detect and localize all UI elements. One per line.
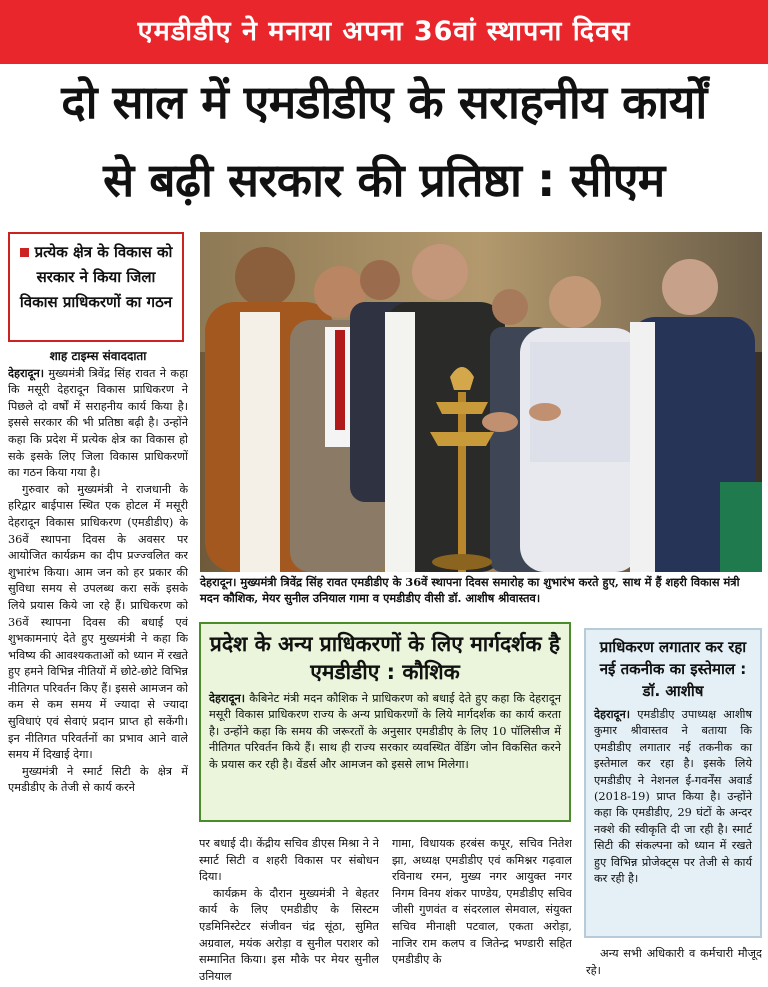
dateline: देहरादून। (209, 691, 246, 705)
byline: शाह टाइम्स संवाददाता (49, 349, 147, 363)
paragraph: पर बधाई दी। केंद्रीय सचिव डीएस मिश्रा ने ने स्मार्ट सिटी व शहरी विकास पर संबोधन दिया। (199, 837, 379, 884)
right-box-body-text: एमडीडीए उपाध्यक्ष आशीष कुमार श्रीवास्तव ने बताया कि एमडीडीए लगातार नई तकनीक का इस्तेमाल कर रहा है। इसके लिये एमडीडीए ने नेशनल ई-गवर्नेंस अवार्ड (2018-19) प्राप्त किया है। उन्होंने कहा कि एमडीडीए, 29 घंटों के अन्दर नक्शे की स्वीकृति दी जा रही है। स्मार्ट सिटी की संकल्पना को ध्यान में रखते हुए विभिन्न प्रोजेक्ट्स पर तेजी से कार्य कर रही है। (594, 708, 752, 886)
paragraph (8, 365, 188, 482)
paragraph: मुख्यमंत्री ने स्मार्ट सिटी के क्षेत्र में एमडीडीए के तेजी से कार्य करने (8, 764, 188, 795)
kaushik-box (199, 622, 571, 822)
article-column-1 (8, 348, 188, 984)
paragraph-text: मुख्यमंत्री त्रिवेंद्र सिंह रावत ने कहा कि मसूरी देहरादून विकास प्राधिकरण ने पिछले दो वर्षों में सराहनीय कार्य किया है। इससे सरकार की भी प्रतिष्ठा बढ़ी है। उन्होंने कहा कि प्रदेश में प्रत्येक क्षेत्र का विकास हो सके इसके लिए जिला विकास प्राधिकरणों का गठन किया गया है। (8, 366, 188, 480)
kaushik-box-title: प्रदेश के अन्य प्राधिकरणों के लिए मार्गदर्शक है एमडीडीए : कौशिक (209, 632, 561, 684)
photo-caption: देहरादून। मुख्यमंत्री त्रिवेंद्र सिंह रावत एमडीडीए के 36वें स्थापना दिवस समारोह का शुभारंभ करते हुए, साथ में हैं शहरी विकास मंत्री मदन कौशिक, मेयर सुनील उनियाल गामा व एमडीडीए वीसी डॉ. आशीष श्रीवास्तव। (200, 575, 740, 605)
article-column-4-tail (586, 946, 762, 984)
article-column-2 (199, 836, 379, 984)
right-box-body (594, 706, 752, 887)
bullet-square-icon (20, 248, 29, 257)
right-box-title: प्राधिकरण लगातार कर रहा नई तकनीक का इस्तेमाल : डॉ. आशीष (599, 638, 747, 700)
event-photo-illustration (200, 232, 762, 572)
headline-line-2: से बढ़ी सरकार की प्रतिष्ठा : सीएम (103, 153, 665, 207)
dateline: देहरादून। (594, 707, 631, 721)
paragraph: कार्यक्रम के दौरान मुख्यमंत्री ने बेहतर कार्य के लिए एमडीडीए के सिस्टम एडमिनिस्टेटर संजीवन चंद्र सूंठा, सुमित अग्रवाल, मयंक अरोड़ा व सुनील पराशर को सम्मानित किया। इस मौके पर मेयर सुनील उनियाल (199, 886, 379, 983)
kaushik-body-text: कैबिनेट मंत्री मदन कौशिक ने प्राधिकरण को बधाई देते हुए कहा कि देहरादून मसूरी विकास प्राधिकरण राज्य के अन्य प्राधिकरणों के लिये मार्गदर्शक का कार्य करता है। उन्होंने कहा कि समय की जरूरतों के अनुसार एमडीडीए के लिए 10 पॉलिसीज में नीतिगत परिवर्तन किये हैं। साथ ही राज्य सरकार व्यवस्थित वेंडिंग जोन विकसित करने के प्रयास कर रही है। वेंडर्स और आमजन को इससे लाभ मिलेगा। (209, 692, 561, 771)
paragraph: अन्य सभी अधिकारी व कर्मचारी मौजूद रहे। (586, 947, 762, 977)
paragraph: गामा, विधायक हरबंस कपूर, सचिव नितेश झा, अध्यक्ष एमडीडीए एवं कमिश्नर गढ़वाल रविनाथ रमन, मुख्य नगर आयुक्त नगर निगम विनय शंकर पाण्डेय, एमडीडीए सचिव जीसी गुणवंत व संदरलाल सेमवाल, संयुक्त सचिव मीनाक्षी पटवाल, एकता अरोड़ा, नाजिर राम कलप व जितेन्द्र भण्डारी सहित एमडीडीए के (392, 837, 572, 967)
article-column-3 (392, 836, 572, 984)
paragraph: गुरुवार को मुख्यमंत्री ने राजधानी के हरिद्वार बाईपास स्थित एक होटल में मसूरी देहरादून विकास प्राधिकरण (एमडीडीए) के 36वें स्थापना दिवस के अवसर पर आयोजित कार्यक्रम का दीप प्रज्ज्वलित कर शुभारंभ किया। आम जन को हर प्रकार की सुविधा समय से उपलब्ध करा सकें इसके लिये प्रयास किये जा रहे हैं। प्राधिकरण को 36वें स्थापना दिवस की बधाई एवं शुभकामनाएं देते हुए मुख्यमंत्री ने कहा कि भविष्य की आवश्यकताओं को ध्यान में रखते हुए हमने विभिन्न नीतियों में छोटे-छोटे विभिन्न नीतिगत परिवर्तन किए हैं। इससे आमजन को कम से कम समय में ज्यादा से ज्यादा सुविधाएं एवं सेवाएं प्रदान प्राप्त हो सकेंगी। इन नीतिगत परिवर्तनों का प्रभाव आने वाले समय में दिखाई देगा। (8, 482, 188, 762)
kaushik-box-body (209, 690, 561, 773)
side-subheadline-box (8, 232, 184, 342)
right-info-box (584, 628, 762, 938)
side-subheadline-text: प्रत्येक क्षेत्र के विकास को सरकार ने किया जिला विकास प्राधिकरणों का गठन (19, 243, 173, 311)
dateline: देहरादून। (8, 365, 45, 380)
top-banner: एमडीडीए ने मनाया अपना 36वां स्थापना दिवस (0, 0, 768, 64)
headline-line-1: दो साल में एमडीडीए के सराहनीय कार्यों (61, 75, 707, 129)
event-photo (200, 232, 762, 572)
